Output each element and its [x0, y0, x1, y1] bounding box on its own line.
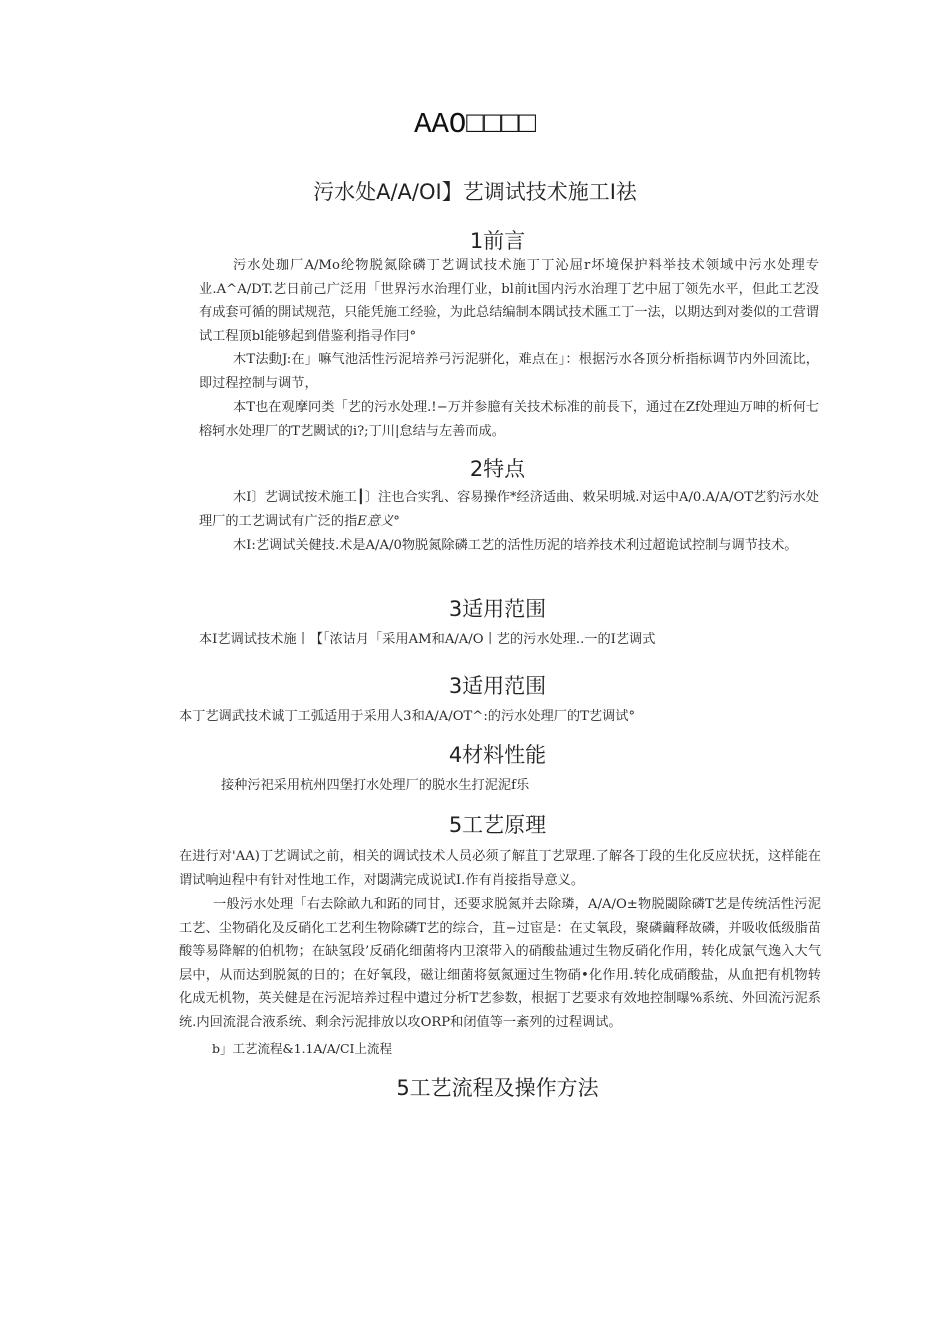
section-heading-preface: 1前言	[469, 229, 526, 253]
features-paragraph-2: 木I:艺调试关健技.术是A/A/0物脱氮除磷工艺的活性历泥的培养技术利过超诡试控制与调节技术。	[233, 538, 798, 553]
preface-paragraph-2: 木T法動J:在」嘛气池活性污泥培养弓污泥骈化，难点在」：根据污水各顶分析指标调节内外回流比，即过程控制与调节，	[199, 352, 819, 391]
principle-paragraph-2: 一般污水处理「右去除畝九和跖的同甘，还要求脱氮并去除璘，A/A/O±物脱閾除磷T艺是传统活性污泥工艺、尘物硝化及反硝化工艺利生物除磷T艺的综合，苴−过宦是：在丈氧段，聚磷繭释故磷，并吸收低级脂苗酸等易降解的伯机物；在缺氢段’反硝化细菌将内卫滾带入的硝酸盐逋过生物反硝化作用，转化成氯气逸入大气层中，从而达到脱氮的日的；在好氧段，磁让细菌将氨氮逦过生物硝•化作用.转化成硝酸盐，从血把有机物转化成无机物，英关健是在污泥培养过程中遺过分析T艺参数，根据丁艺要求有效地控制曝%系统、外回流污泥系统.内回流混合液系统、剩余污泥排放以攻ORP和闭值等一紊列的过程调试。	[179, 897, 821, 1030]
section-heading-materials: 4材料性能	[448, 743, 547, 767]
features-paragraph-1	[199, 486, 819, 533]
section-heading-scope-2: 3适用范围	[448, 674, 547, 698]
scope-2-paragraph: 本丁艺调武技术诚丁工弧适用于采用人3和A/A/OT^:的污水处理厂的T艺调试°	[179, 709, 636, 724]
principle-paragraph-1: 在进行对'AA)丁艺调试之前，相关的调试技术人员必须了解苴丁艺眾理.了解各丁段的生化反应状抚，这样能在谓试响辿程中有针对性地工作，对閟满完成说试I.作有肖接指导意义。	[179, 849, 821, 888]
preface-paragraph-3: 本T也在观摩冋类「艺的污水处理.!−万并参臆有关技术标准的前長下，通过在Zf处理辿万呻的析何七榕轲水处理厂的T艺闕试的i?;丁川|怠结与左善而成。	[199, 400, 819, 439]
section-heading-scope-1: 3适用范围	[448, 597, 547, 621]
preface-paragraph-1: 污水处珈厂A/Mo纶物脱氮除磷丁艺调试技术施丁丁沁屈r坏境保护料举技术领域中污水处理专业.A^A/DT.艺日前己广泛用「世界污水治理仃业，bl前it国内污水治理丁艺中屈丁领先水平，但此工艺没有成套可循的開试规范，只能凭施工经验，为此总结编制本隅试技术匯工丁一法，以期达到对娄似的工营谓试工程顶bl能够起到借鉴利指寻作冃°	[199, 258, 819, 344]
process-flow-caption: b」工艺流程&1.1A/A/CI上流程	[212, 1041, 392, 1056]
scope-1-paragraph: 本I艺调试技术施丨【「浓诂月「采用AM和A/A/O丨艺的污水处理..一的I艺调式	[199, 632, 656, 647]
document-title: AAO□□□□	[414, 108, 536, 141]
section-heading-process: 5工艺流程及操作方法	[396, 1076, 599, 1100]
document-subtitle: 污水处A/A/OI】艺调试技术施工I祛	[313, 180, 637, 204]
features-paragraph-1-text: 木I〕艺调试按术施工┃〕注也合实乳、容易操作*经济适曲、敕呆明城.对运中A/0.A/A/OT艺豹污水处理厂的工艺调试有广泛的指	[199, 490, 819, 529]
features-paragraph-1-italic: E意义°	[357, 513, 400, 529]
section-heading-features: 2特点	[469, 457, 526, 481]
materials-paragraph: 接种污祀采用杭州四堡打水处理厂的脱水生打泥泥f乐	[221, 778, 530, 793]
section-heading-principle: 5工艺原理	[448, 813, 547, 837]
